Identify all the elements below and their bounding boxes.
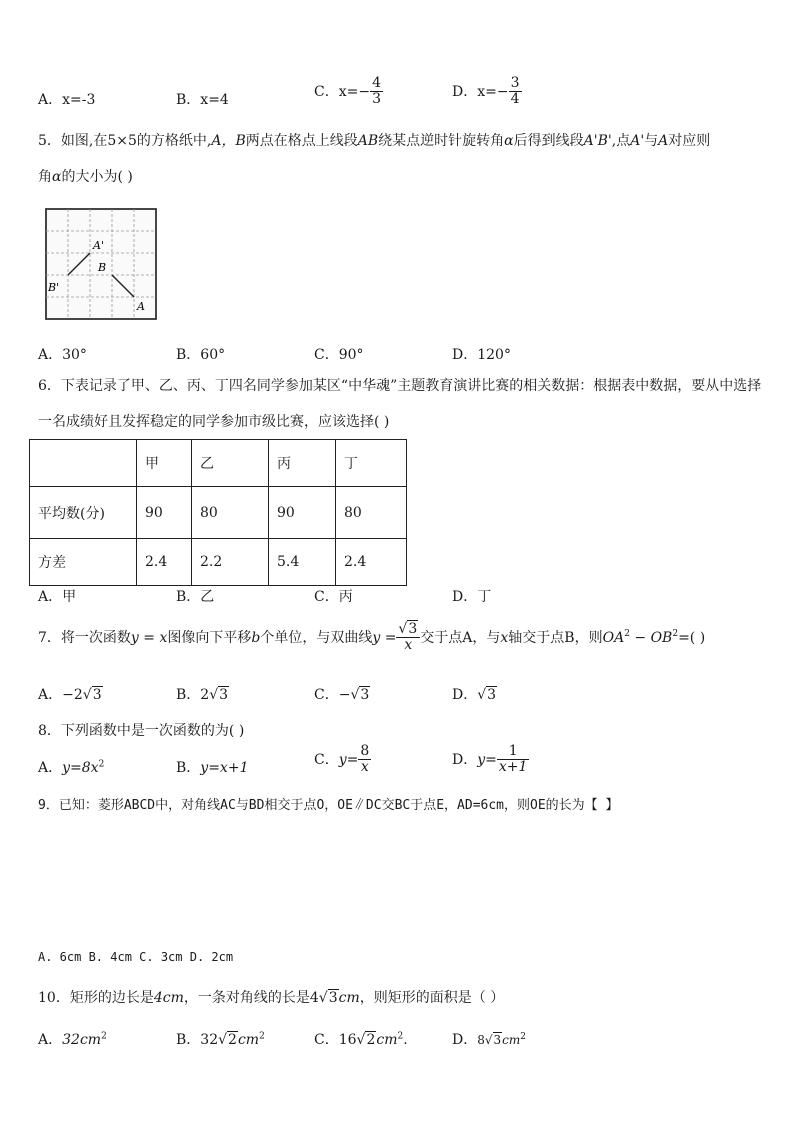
option-label: B． [176,687,201,703]
table-cell [30,440,137,487]
q10-text: ，一条对角线的长是 [183,990,310,1006]
q6-option-a[interactable]: A．甲 [38,589,77,605]
q8-option-a[interactable] [38,757,104,777]
table-cell: 平均数(分) [30,487,137,539]
radicand: 3 [493,1033,502,1047]
table-cell: 90 [137,487,192,539]
fraction [509,76,522,108]
table-cell: 丙 [269,440,336,487]
q5-option-a[interactable]: A．30° [38,347,87,363]
radicand: 3 [408,621,418,637]
q5-grid-figure [42,205,160,323]
q10-diag-unit: cm [338,990,360,1006]
option-sup: 2 [397,1031,404,1042]
q7-text: 交于点A，与 [420,629,501,646]
radicand: 3 [92,687,102,703]
q4-option-b[interactable] [176,89,229,109]
q7-text: 图像向下平移 [167,629,252,646]
q7-text: =( ) [678,629,706,646]
radicand: 3 [487,687,497,703]
q4-option-c[interactable] [314,76,383,108]
q5-text: 两点在格点上线段 [245,133,358,149]
q5-option-d[interactable]: D．120° [452,347,511,363]
option-prefix: x=− [477,83,509,100]
q10-side: 4cm [153,990,184,1006]
q5-ab: A，B [211,133,246,149]
q6-option-b[interactable]: B．乙 [176,589,215,605]
radicand: 3 [219,687,229,703]
option-text: x=-3 [62,92,96,108]
q4-option-d[interactable] [452,76,522,108]
option-label: C． [314,687,339,703]
option-label: A． [38,92,63,108]
option-text: y=x+1 [200,760,249,776]
option-label: B． [176,92,201,108]
q10-option-a[interactable] [38,1029,107,1049]
q8-option-c[interactable] [314,744,371,776]
q8-option-b[interactable] [176,757,248,777]
q7-fn: y = x [130,629,168,646]
q10-option-b[interactable]: B．$32√2cm^2$ [176,1031,265,1048]
q5-text: 绕某点逆时针旋转角 [378,133,505,149]
option-text: y=8x [62,760,99,776]
q7-ob: OB [650,629,673,646]
q5-seg-apbp: A'B' [583,133,612,149]
radicand: 3 [328,990,338,1006]
option-pre: y= [338,751,359,768]
q6-stem-line1: 6．下表记录了甲、乙、丙、丁四名同学参加某区“中华魂”主题教育演讲比赛的相关数据：根据表中数据，要从中选择 [38,378,762,394]
option-pre: 32 [200,1032,219,1048]
q5-text: 与 [644,133,659,149]
q5-stem-line2 [38,166,133,186]
radicand: 2 [228,1032,237,1048]
q7-x: x [500,629,509,646]
option-text: x=4 [200,92,229,108]
q5-seg-ab: AB [357,133,379,149]
option-label: A． [38,1032,63,1048]
numerator: 1 [497,744,530,760]
option-end: . [403,1032,408,1048]
q6-stem-line2: 一名成绩好且发挥稳定的同学参加市级比赛，应该选择( ) [38,414,390,430]
q5-stem-line1 [38,130,710,150]
q6-data-table [29,439,407,586]
q7-option-c[interactable]: C．−√3 [314,687,370,703]
q7-text: 7．将一次函数 [38,629,131,646]
table-cell: 方差 [30,539,137,586]
label-a: A [137,300,145,313]
q7-text: 轴交于点B，则 [508,629,603,646]
option-label: C． [314,1032,339,1048]
q5-option-b[interactable]: B．60° [176,347,226,363]
q5-text: 的大小为( ) [61,169,133,185]
option-unit: cm [376,1032,398,1048]
q7-sup: 2 [672,629,679,640]
q4-option-a[interactable] [38,89,95,109]
table-cell: 2.4 [336,539,407,586]
table-cell: 80 [336,487,407,539]
denominator: x [404,637,413,654]
q5-option-c[interactable]: C．90° [314,347,364,363]
q9-options[interactable]: A. 6cm B. 4cm C. 3cm D. 2cm [38,950,234,964]
option-text: 32cm [62,1032,102,1048]
option-label: B． [176,1032,201,1048]
q5-text: 5．如图,在5×5的方格纸中, [38,133,212,149]
option-pre: y= [477,751,497,768]
option-pre: 8 [477,1033,485,1047]
numerator: 3 [510,75,520,91]
radicand: 3 [360,687,370,703]
option-label: A． [38,687,63,703]
table-cell: 2.2 [192,539,269,586]
option-label: D． [452,687,478,703]
q7-sup: 2 [624,629,630,640]
option-unit: cm [502,1033,521,1047]
option-pre: −2 [62,687,83,703]
option-sup: 2 [520,1032,527,1042]
fraction [370,76,383,108]
label-a-prime: A' [93,239,104,252]
option-pre: 16 [338,1032,357,1048]
option-label: D． [452,1032,478,1048]
q10-diag-pre: 4 [309,990,319,1006]
q5-ap: A' [630,133,645,149]
label-b-prime: B' [48,281,60,294]
numerator: 4 [372,75,381,91]
table-cell: 甲 [137,440,192,487]
table-cell: 乙 [192,440,269,487]
q9-stem: 9．已知：菱形ABCD中，对角线AC与BD相交于点O，OE∥DC交BC于点E，AD=6cm，则OE的长为【 】 [38,798,619,813]
fraction [358,744,371,776]
q5-text: ,点 [611,133,631,149]
q7-text: 个单位，与双曲线 [260,629,373,646]
denominator: x+1 [498,759,528,776]
q5-a: A [658,133,669,149]
q5-text: 后得到线段 [513,133,584,149]
table-row [30,487,407,539]
q7-minus: − [629,629,651,646]
fraction [396,622,420,654]
q7-option-b[interactable]: B．2√3 [176,687,229,703]
q8-stem: 8．下列函数中是一次函数的为( ) [38,723,245,739]
numerator: 8 [360,743,370,759]
denominator: 3 [372,91,381,108]
option-label: D． [452,83,478,100]
option-unit: cm [237,1032,260,1048]
option-label: C． [314,751,339,768]
q7-option-d[interactable]: D．√3 [452,687,497,703]
label-b: B [98,261,107,274]
q10-stem: 10．矩形的边长是4cm，一条对角线的长是4√3cm，则矩形的面积是（ ） [38,990,505,1006]
q7-b: b [251,629,261,646]
option-pre: 2 [200,687,210,703]
option-label: A． [38,760,63,776]
table-cell: 2.4 [137,539,192,586]
option-prefix: x=− [338,83,371,100]
q6-option-d[interactable]: D．丁 [452,589,492,605]
option-label: C． [314,83,339,100]
radicand: 2 [366,1032,376,1048]
table-cell: 90 [269,487,336,539]
table-cell: 丁 [336,440,407,487]
q6-option-c[interactable]: C．丙 [314,589,353,605]
option-label: B． [176,760,201,776]
denominator: x [360,759,369,776]
q7-oa: OA [602,629,625,646]
table-row [30,539,407,586]
numerator: √3 [396,622,420,638]
q10-option-d[interactable]: D．$8√3cm^2$ [452,1032,527,1048]
q5-text: 对应则 [668,133,711,149]
table-cell: 80 [192,487,269,539]
denominator: 4 [510,91,520,108]
q8-option-d[interactable] [452,744,529,776]
fraction [497,744,530,776]
q7-stem [38,622,705,654]
table-cell: 5.4 [269,539,336,586]
q10-text: ，则矩形的面积是（ ） [359,990,505,1006]
q5-alpha: α [504,133,514,149]
q10-text: 10．矩形的边长是 [38,990,154,1006]
option-sup: 2 [98,759,105,770]
option-pre: − [338,687,351,703]
q10-option-c[interactable]: C．$16√2cm^2$. [314,1031,408,1048]
option-label: D． [452,751,478,768]
option-sup: 2 [101,1031,107,1042]
option-sup: 2 [259,1031,265,1042]
table-header-row [30,440,407,487]
q7-hyper-y: y = [372,629,397,646]
q5-text: 角 [38,169,52,185]
q5-alpha: α [52,169,62,185]
q7-option-a[interactable]: A．−2√3 [38,687,102,703]
